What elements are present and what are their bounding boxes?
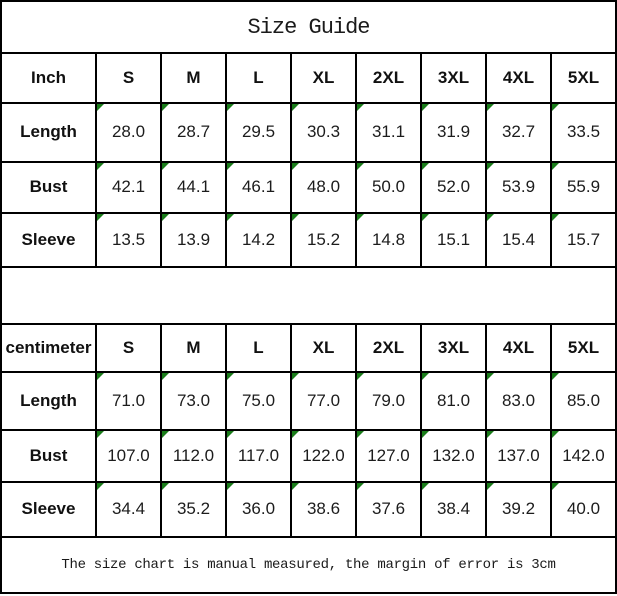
measurement-value: 13.5 <box>111 229 146 249</box>
corner-flag-icon <box>162 214 169 221</box>
row-label-bust: Bust <box>1 430 96 481</box>
measurement-cell <box>356 430 421 481</box>
corner-flag-icon <box>292 431 299 438</box>
measurement-cell <box>486 372 551 430</box>
corner-flag-icon <box>422 483 429 490</box>
measurement-cell <box>96 162 161 213</box>
measurement-cell <box>96 213 161 267</box>
measurement-value: 15.1 <box>436 229 471 249</box>
corner-flag-icon <box>227 163 234 170</box>
corner-flag-icon <box>292 104 299 111</box>
measurement-cell <box>486 162 551 213</box>
measurement-value: 29.5 <box>241 122 276 142</box>
corner-flag-icon <box>357 431 364 438</box>
size-column-header-xl: XL <box>291 324 356 372</box>
measurement-value: 30.3 <box>306 122 341 142</box>
corner-flag-icon <box>227 373 234 380</box>
corner-flag-icon <box>292 373 299 380</box>
size-column-header-4xl: 4XL <box>486 324 551 372</box>
measurement-cell <box>486 213 551 267</box>
corner-flag-icon <box>227 214 234 221</box>
measurement-cell <box>291 482 356 537</box>
size-column-header-4xl: 4XL <box>486 53 551 103</box>
measurement-cell <box>161 213 226 267</box>
corner-flag-icon <box>422 431 429 438</box>
measurement-value: 35.2 <box>176 499 211 519</box>
unit-label-inch: Inch <box>1 53 96 103</box>
size-column-header-3xl: 3XL <box>421 324 486 372</box>
corner-flag-icon <box>357 483 364 490</box>
corner-flag-icon <box>487 214 494 221</box>
measurement-cell <box>226 213 291 267</box>
corner-flag-icon <box>422 163 429 170</box>
measurement-value: 14.8 <box>371 229 406 249</box>
measurement-value: 38.4 <box>436 499 471 519</box>
size-column-header-l: L <box>226 53 291 103</box>
measurement-cell <box>551 162 616 213</box>
measurement-value: 14.2 <box>241 229 276 249</box>
measurement-cell <box>161 482 226 537</box>
measurement-value: 13.9 <box>176 229 211 249</box>
measurement-cell <box>421 213 486 267</box>
corner-flag-icon <box>357 373 364 380</box>
measurement-value: 112.0 <box>172 445 215 465</box>
measurement-cell <box>161 372 226 430</box>
measurement-cell <box>291 430 356 481</box>
corner-flag-icon <box>97 163 104 170</box>
cm-header-row <box>1 324 616 372</box>
corner-flag-icon <box>552 214 559 221</box>
measurement-value: 15.4 <box>501 229 536 249</box>
measurement-value: 15.2 <box>306 229 341 249</box>
measurement-value: 132.0 <box>432 445 475 465</box>
measurement-cell <box>226 103 291 161</box>
measurement-cell <box>421 162 486 213</box>
measurement-value: 50.0 <box>371 177 406 197</box>
row-label-length: Length <box>1 372 96 430</box>
measurement-cell <box>161 430 226 481</box>
size-column-header-m: M <box>161 53 226 103</box>
corner-flag-icon <box>162 104 169 111</box>
measurement-cell <box>96 482 161 537</box>
inch-sleeve-row <box>1 213 616 267</box>
unit-label-centimeter: centimeter <box>1 324 96 372</box>
measurement-value: 117.0 <box>237 445 280 465</box>
measurement-cell <box>291 213 356 267</box>
measurement-cell <box>551 430 616 481</box>
size-column-header-2xl: 2XL <box>356 324 421 372</box>
measurement-cell <box>96 372 161 430</box>
measurement-value: 83.0 <box>501 391 536 411</box>
corner-flag-icon <box>292 214 299 221</box>
corner-flag-icon <box>97 431 104 438</box>
measurement-cell <box>96 430 161 481</box>
measurement-value: 37.6 <box>371 499 406 519</box>
measurement-value: 79.0 <box>371 391 406 411</box>
cm-bust-row <box>1 430 616 481</box>
size-column-header-5xl: 5XL <box>551 324 616 372</box>
corner-flag-icon <box>97 483 104 490</box>
corner-flag-icon <box>487 373 494 380</box>
measurement-cell <box>551 372 616 430</box>
corner-flag-icon <box>227 431 234 438</box>
corner-flag-icon <box>552 373 559 380</box>
measurement-value: 39.2 <box>501 499 536 519</box>
corner-flag-icon <box>487 104 494 111</box>
measurement-value: 36.0 <box>241 499 276 519</box>
measurement-value: 40.0 <box>566 499 601 519</box>
corner-flag-icon <box>162 483 169 490</box>
row-label-length: Length <box>1 103 96 161</box>
measurement-value: 122.0 <box>302 445 345 465</box>
corner-flag-icon <box>487 163 494 170</box>
corner-flag-icon <box>487 431 494 438</box>
corner-flag-icon <box>227 483 234 490</box>
measurement-value: 33.5 <box>566 122 601 142</box>
spacer-row <box>1 267 616 324</box>
measurement-value: 142.0 <box>562 445 605 465</box>
measurement-cell <box>356 213 421 267</box>
corner-flag-icon <box>552 431 559 438</box>
corner-flag-icon <box>97 104 104 111</box>
corner-flag-icon <box>422 214 429 221</box>
measurement-value: 34.4 <box>111 499 146 519</box>
measurement-value: 53.9 <box>501 177 536 197</box>
measurement-value: 28.0 <box>111 122 146 142</box>
measurement-cell <box>161 103 226 161</box>
corner-flag-icon <box>552 163 559 170</box>
row-label-sleeve: Sleeve <box>1 213 96 267</box>
measurement-value: 137.0 <box>497 445 540 465</box>
measurement-cell <box>486 103 551 161</box>
corner-flag-icon <box>487 483 494 490</box>
measurement-cell <box>421 482 486 537</box>
size-column-header-xl: XL <box>291 53 356 103</box>
measurement-cell <box>96 103 161 161</box>
size-column-header-m: M <box>161 324 226 372</box>
corner-flag-icon <box>162 373 169 380</box>
measurement-cell <box>551 213 616 267</box>
measurement-cell <box>226 430 291 481</box>
size-column-header-l: L <box>226 324 291 372</box>
measurement-value: 42.1 <box>111 177 146 197</box>
page-title: Size Guide <box>1 1 616 53</box>
measurement-cell <box>291 103 356 161</box>
corner-flag-icon <box>357 163 364 170</box>
measurement-cell <box>226 482 291 537</box>
size-column-header-2xl: 2XL <box>356 53 421 103</box>
measurement-cell <box>356 482 421 537</box>
measurement-value: 31.1 <box>371 122 406 142</box>
corner-flag-icon <box>422 373 429 380</box>
measurement-cell <box>551 103 616 161</box>
corner-flag-icon <box>162 163 169 170</box>
corner-flag-icon <box>422 104 429 111</box>
inch-header-row <box>1 53 616 103</box>
measurement-value: 32.7 <box>501 122 536 142</box>
measurement-cell <box>486 430 551 481</box>
measurement-value: 107.0 <box>107 445 150 465</box>
corner-flag-icon <box>162 431 169 438</box>
measurement-cell <box>421 372 486 430</box>
cm-sleeve-row <box>1 482 616 537</box>
corner-flag-icon <box>357 214 364 221</box>
measurement-cell <box>291 372 356 430</box>
measurement-cell <box>226 372 291 430</box>
measurement-value: 73.0 <box>176 391 211 411</box>
inch-bust-row <box>1 162 616 213</box>
row-label-bust: Bust <box>1 162 96 213</box>
measurement-cell <box>356 162 421 213</box>
measurement-cell <box>161 162 226 213</box>
measurement-value: 44.1 <box>176 177 211 197</box>
measurement-cell <box>421 430 486 481</box>
corner-flag-icon <box>357 104 364 111</box>
measurement-cell <box>291 162 356 213</box>
corner-flag-icon <box>292 163 299 170</box>
measurement-cell <box>356 372 421 430</box>
measurement-value: 46.1 <box>241 177 276 197</box>
row-label-sleeve: Sleeve <box>1 482 96 537</box>
corner-flag-icon <box>97 373 104 380</box>
measurement-value: 75.0 <box>241 391 276 411</box>
measurement-value: 15.7 <box>566 229 601 249</box>
measurement-value: 28.7 <box>176 122 211 142</box>
size-column-header-s: S <box>96 324 161 372</box>
corner-flag-icon <box>552 483 559 490</box>
measurement-cell <box>551 482 616 537</box>
measurement-value: 77.0 <box>306 391 341 411</box>
corner-flag-icon <box>292 483 299 490</box>
size-column-header-s: S <box>96 53 161 103</box>
corner-flag-icon <box>227 104 234 111</box>
measurement-value: 81.0 <box>436 391 471 411</box>
measurement-cell <box>421 103 486 161</box>
measurement-cell <box>226 162 291 213</box>
measurement-value: 127.0 <box>367 445 410 465</box>
measurement-value: 38.6 <box>306 499 341 519</box>
cm-length-row <box>1 372 616 430</box>
corner-flag-icon <box>552 104 559 111</box>
measurement-value: 52.0 <box>436 177 471 197</box>
measurement-value: 85.0 <box>566 391 601 411</box>
size-column-header-3xl: 3XL <box>421 53 486 103</box>
corner-flag-icon <box>97 214 104 221</box>
inch-length-row <box>1 103 616 161</box>
size-column-header-5xl: 5XL <box>551 53 616 103</box>
measurement-cell <box>356 103 421 161</box>
measurement-value: 55.9 <box>566 177 601 197</box>
footer-note: The size chart is manual measured, the margin of error is 3cm <box>1 537 616 593</box>
measurement-value: 71.0 <box>111 391 146 411</box>
measurement-value: 31.9 <box>436 122 471 142</box>
measurement-cell <box>486 482 551 537</box>
measurement-value: 48.0 <box>306 177 341 197</box>
